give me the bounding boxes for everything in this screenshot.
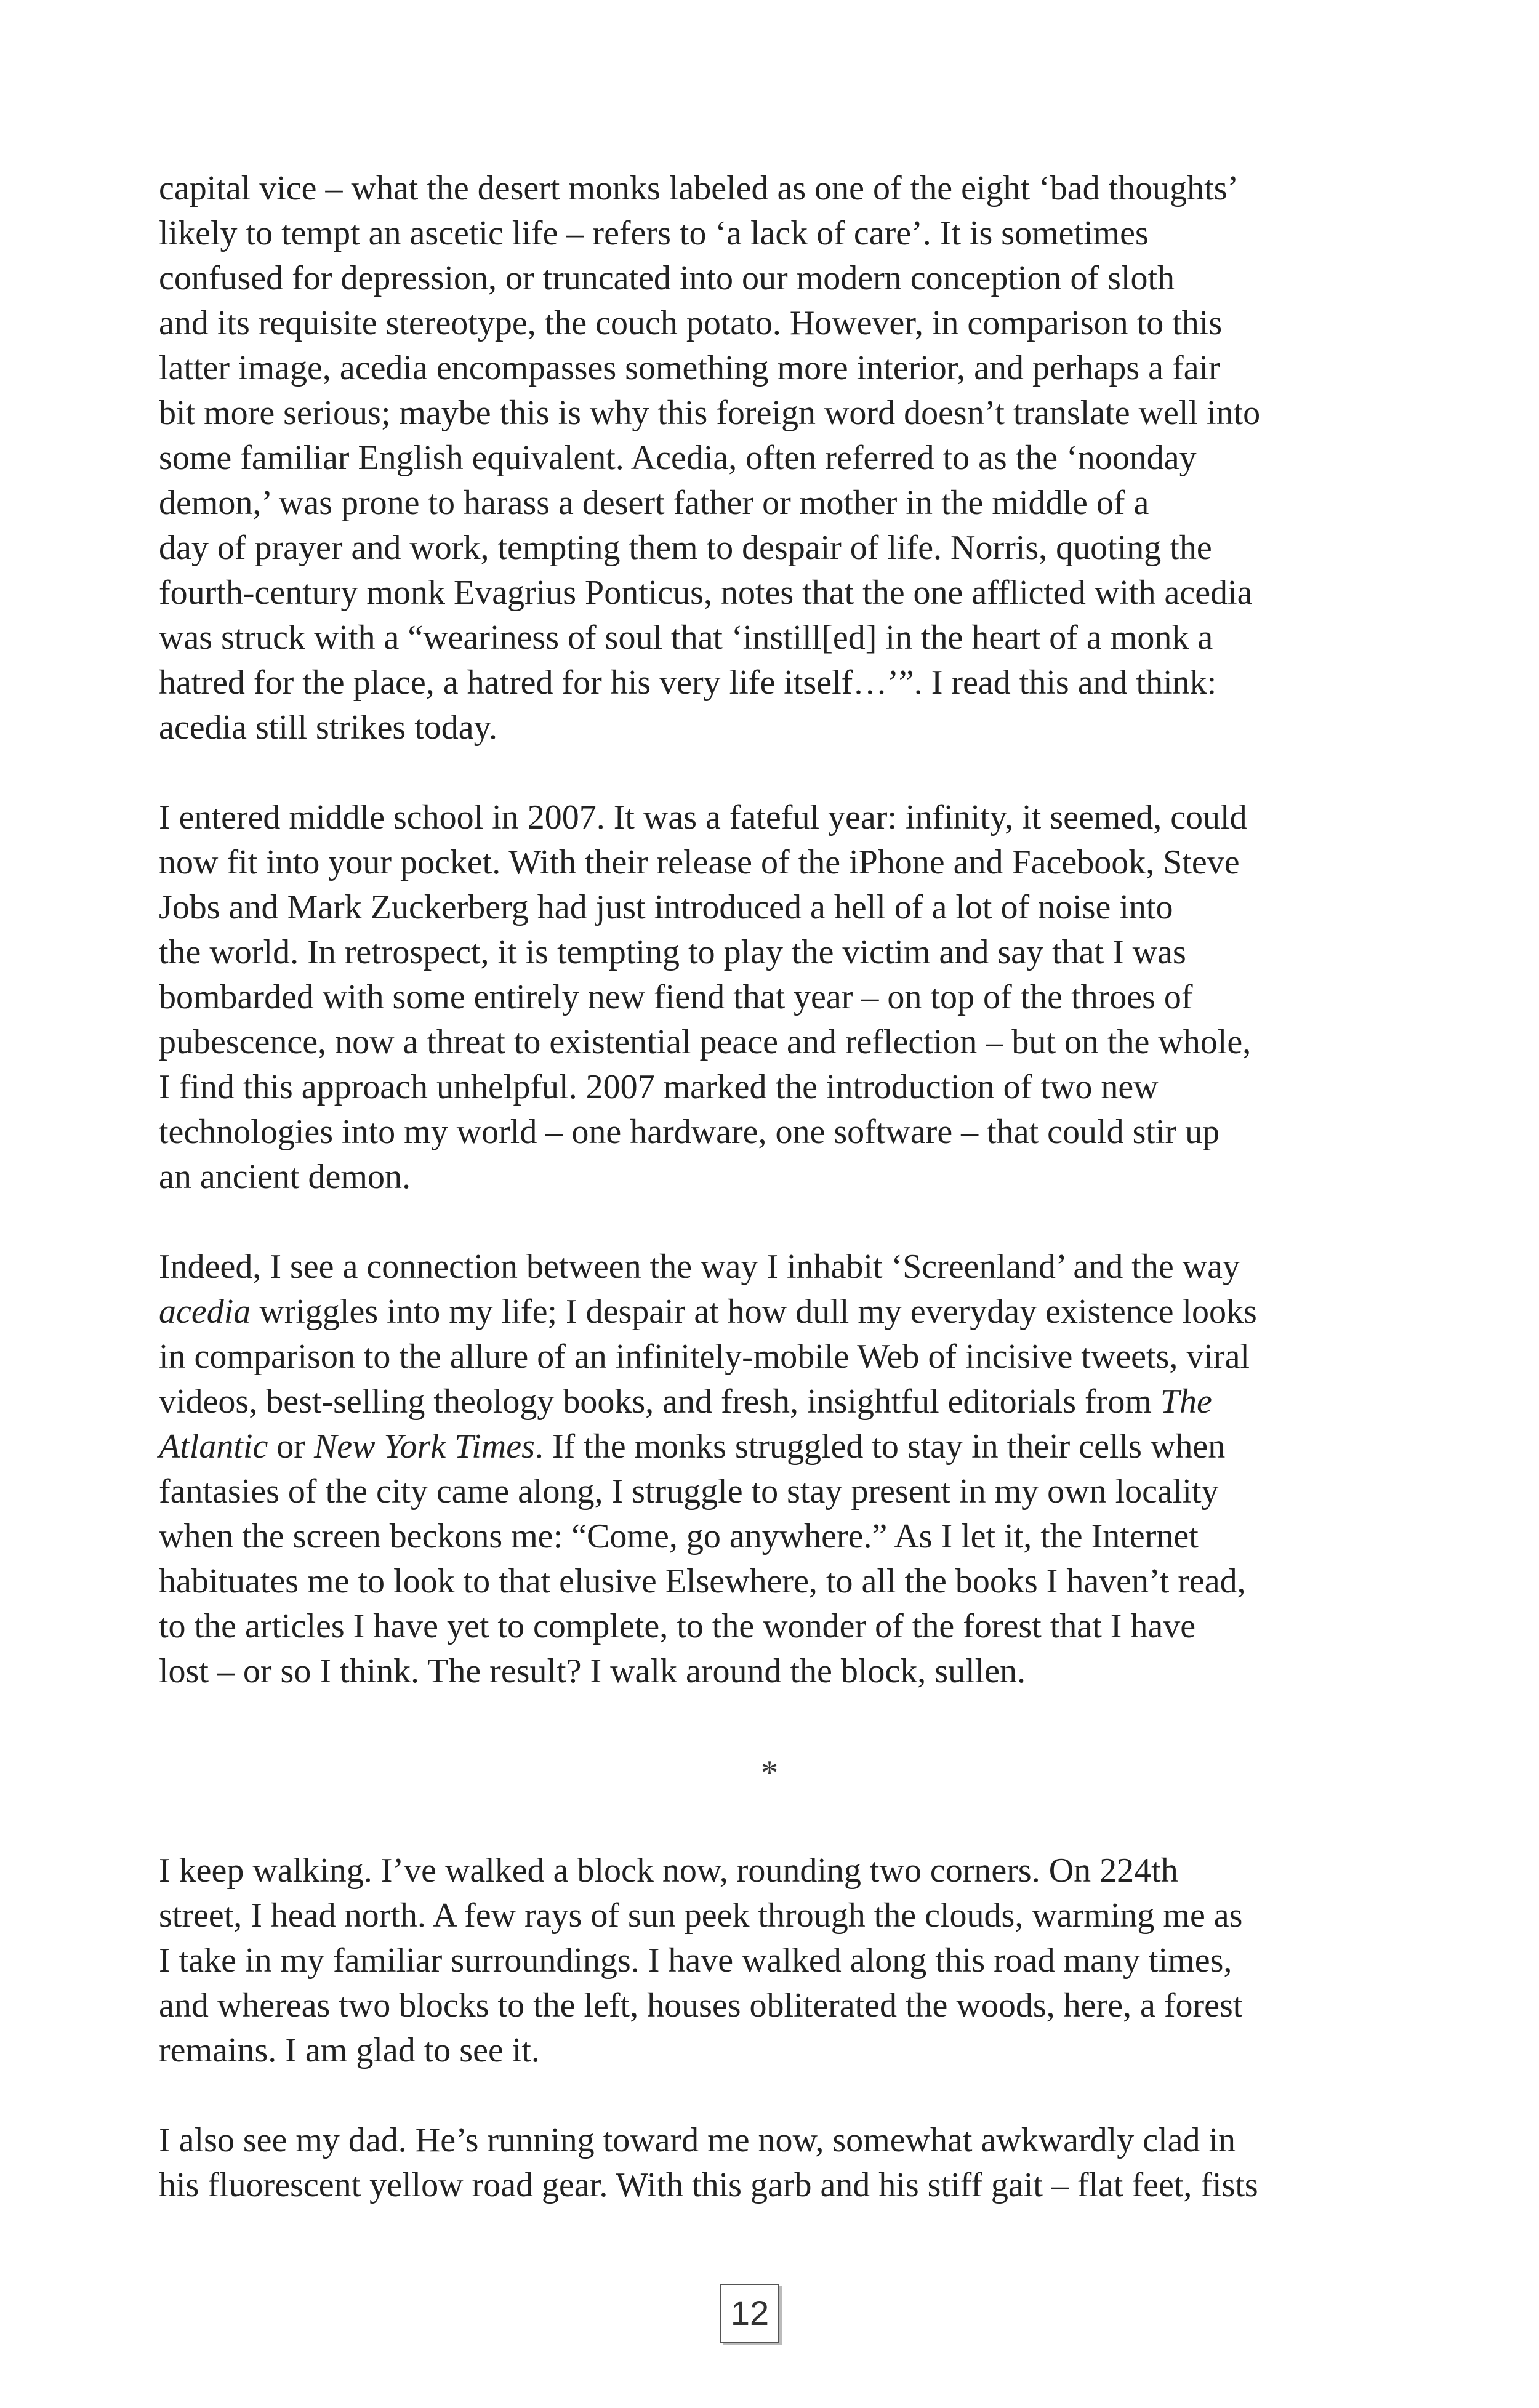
text-line: remains. I am glad to see it. bbox=[159, 2031, 540, 2069]
text-line bbox=[159, 1290, 1396, 1334]
text-line: capital vice – what the desert monks labeled as one of the eight ‘bad thoughts’ bbox=[159, 169, 1239, 207]
text-line: day of prayer and work, tempting them to despair of life. Norris, quoting the bbox=[159, 529, 1212, 567]
paragraph-keep-walking bbox=[159, 1848, 1396, 2073]
text-line bbox=[159, 1379, 1396, 1424]
italic-title: The bbox=[1160, 1383, 1212, 1421]
text-line: confused for depression, or truncated into our modern conception of sloth bbox=[159, 259, 1175, 297]
text-line: pubescence, now a threat to existential peace and reflection – but on the whole, bbox=[159, 1023, 1252, 1061]
text-column bbox=[159, 166, 1396, 1694]
text-line bbox=[159, 1424, 1396, 1469]
text-line: habituates me to look to that elusive Elsewhere, to all the books I haven’t read, bbox=[159, 1562, 1246, 1600]
text-line: fantasies of the city came along, I struggle to stay present in my own locality bbox=[159, 1472, 1219, 1511]
italic-title: Atlantic bbox=[159, 1427, 268, 1466]
text-line: bit more serious; maybe this is why this foreign word doesn’t translate well into bbox=[159, 394, 1261, 432]
italic-term-acedia: acedia bbox=[159, 1293, 251, 1331]
text-line: street, I head north. A few rays of sun peek through the clouds, warming me as bbox=[159, 1896, 1243, 1935]
text-line: and its requisite stereotype, the couch potato. However, in comparison to this bbox=[159, 304, 1223, 342]
text-line: an ancient demon. bbox=[159, 1158, 411, 1196]
text-line: I keep walking. I’ve walked a block now, rounding two corners. On 224th bbox=[159, 1852, 1178, 1890]
text-line: Indeed, I see a connection between the way I inhabit ‘Screenland’ and the way bbox=[159, 1248, 1240, 1286]
text-line: I take in my familiar surroundings. I have walked along this road many times, bbox=[159, 1941, 1232, 1980]
text-run: wriggles into my life; I despair at how dull my everyday existence looks bbox=[251, 1293, 1257, 1331]
text-line: I find this approach unhelpful. 2007 marked the introduction of two new bbox=[159, 1068, 1159, 1106]
text-line: I entered middle school in 2007. It was a fateful year: infinity, it seemed, could bbox=[159, 798, 1247, 837]
text-line: his fluorescent yellow road gear. With this garb and his stiff gait – flat feet, fists bbox=[159, 2166, 1258, 2204]
text-line: to the articles I have yet to complete, to the wonder of the forest that I have bbox=[159, 1607, 1196, 1645]
text-line: when the screen beckons me: “Come, go anywhere.” As I let it, the Internet bbox=[159, 1517, 1199, 1555]
text-line: demon,’ was prone to harass a desert father or mother in the middle of a bbox=[159, 484, 1149, 522]
page-number: 12 bbox=[720, 2284, 779, 2343]
paragraph-middle-school-2007 bbox=[159, 795, 1396, 1200]
italic-title: New York Times bbox=[313, 1427, 535, 1466]
text-line: likely to tempt an ascetic life – refers to ‘a lack of care’. It is sometimes bbox=[159, 214, 1149, 252]
text-line: Jobs and Mark Zuckerberg had just introduced a hell of a lot of noise into bbox=[159, 888, 1173, 926]
paragraph-dad-running bbox=[159, 2118, 1396, 2208]
paragraph-acedia-definition bbox=[159, 166, 1396, 750]
text-line: hatred for the place, a hatred for his very life itself…’”. I read this and think: bbox=[159, 664, 1217, 702]
text-line: fourth-century monk Evagrius Ponticus, notes that the one afflicted with acedia bbox=[159, 574, 1253, 612]
text-line: bombarded with some entirely new fiend that year – on top of the throes of bbox=[159, 978, 1193, 1016]
text-line: some familiar English equivalent. Acedia, often referred to as the ‘noonday bbox=[159, 439, 1197, 477]
text-line: now fit into your pocket. With their release of the iPhone and Facebook, Steve bbox=[159, 843, 1240, 881]
text-run: . If the monks struggled to stay in their cells when bbox=[534, 1427, 1226, 1466]
text-line: I also see my dad. He’s running toward me now, somewhat awkwardly clad in bbox=[159, 2121, 1236, 2159]
text-run: videos, best-selling theology books, and fresh, insightful editorials from bbox=[159, 1383, 1160, 1421]
paragraph-gap bbox=[159, 750, 1396, 795]
text-line: and whereas two blocks to the left, houses obliterated the woods, here, a forest bbox=[159, 1986, 1243, 2025]
text-line: latter image, acedia encompasses something more interior, and perhaps a fair bbox=[159, 349, 1220, 387]
text-run: or bbox=[268, 1427, 314, 1466]
text-line: was struck with a “weariness of soul that ‘instill[ed] in the heart of a monk a bbox=[159, 619, 1213, 657]
text-line: in comparison to the allure of an infinitely-mobile Web of incisive tweets, viral bbox=[159, 1338, 1250, 1376]
section-separator: * bbox=[761, 1754, 778, 1792]
text-line: technologies into my world – one hardware, one software – that could stir up bbox=[159, 1113, 1220, 1151]
text-line: acedia still strikes today. bbox=[159, 708, 497, 747]
paragraph-gap bbox=[159, 1200, 1396, 1245]
paragraph-screenland bbox=[159, 1245, 1396, 1694]
text-line: lost – or so I think. The result? I walk around the block, sullen. bbox=[159, 1652, 1026, 1690]
text-line: the world. In retrospect, it is tempting to play the victim and say that I was bbox=[159, 933, 1186, 971]
